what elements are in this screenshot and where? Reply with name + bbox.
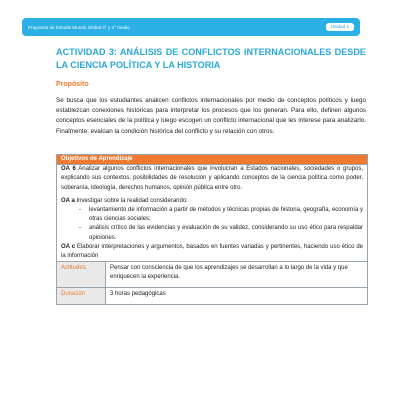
oac-paragraph <box>61 243 363 261</box>
purpose-heading: Propósito <box>56 81 89 88</box>
oa6-code: OA 6 <box>61 166 76 173</box>
duration-label: Duración <box>57 288 106 305</box>
oaa-text: Investigar sobre la realidad considerando: <box>74 197 188 204</box>
oaa-code: OA a <box>61 197 75 204</box>
objectives-heading: Objetivos de Aprendizaje <box>57 155 368 165</box>
duration-row <box>57 288 368 305</box>
activity-title: ACTIVIDAD 3: ANÁLISIS DE CONFLICTOS INTERNACIONALES DESDE LA CIENCIA POLÍTICA Y LA HISTORIA <box>56 47 366 70</box>
oaa-list-item: - levantamiento de información a partir de métodos y técnicas propias de historia, geografía, economía y otras ciencias sociales; <box>79 207 363 223</box>
activity-info-table <box>56 154 368 305</box>
attitudes-row <box>57 262 368 288</box>
oac-code: OA c <box>61 243 76 250</box>
purpose-text: Se busca que los estudiantes analicen conflictos internacionales por medio de conceptos políticos y luego establezcan conexiones históricas para interpretar los procesos que los generan. Para ello, definen algunos conceptos esenciales de la política y luego escogen un conflicto internacional que les interese para analizarlo. Finalmente, evalúan la condición histórica del conflicto y su relación con otros. <box>56 97 366 135</box>
duration-text: 3 horas pedagógicas <box>106 288 368 305</box>
oac-text: Elaborar interpretaciones y argumentos, basados en fuentes variadas y pertinentes, haciendo uso ético de la información <box>61 243 363 260</box>
unit-badge: Unidad 1 <box>326 23 354 31</box>
attitudes-label: Actitudes <box>57 262 106 288</box>
objectives-body <box>57 165 368 262</box>
oaa-list-item: - análisis crítico de las evidencias y evaluación de su validez, considerando su uso ético para respaldar opiniones. <box>79 225 363 241</box>
program-title: Programa de Estudio Mundo Global 3° y 4° medio <box>28 24 130 30</box>
oaa-list <box>61 206 363 243</box>
objectives-header-row <box>57 155 368 165</box>
oaa-paragraph <box>61 197 363 206</box>
attitudes-text: Pensar con consciencia de que los aprendizajes se desarrollan a lo largo de la vida y que enriquecen la experiencia. <box>106 262 368 288</box>
objectives-body-row <box>57 165 368 262</box>
oa6-text: Analizar algunos conflictos internacionales que involucran a Estados nacionales, sociedades o grupos, explicando sus contextos, posibilidades de resolución y aplicando conceptos de la ciencia política como poder, soberanía, ideología, derechos humanos, opinión pública entre otro. <box>61 166 364 191</box>
oa6-paragraph <box>61 165 363 193</box>
header-band <box>22 18 360 36</box>
